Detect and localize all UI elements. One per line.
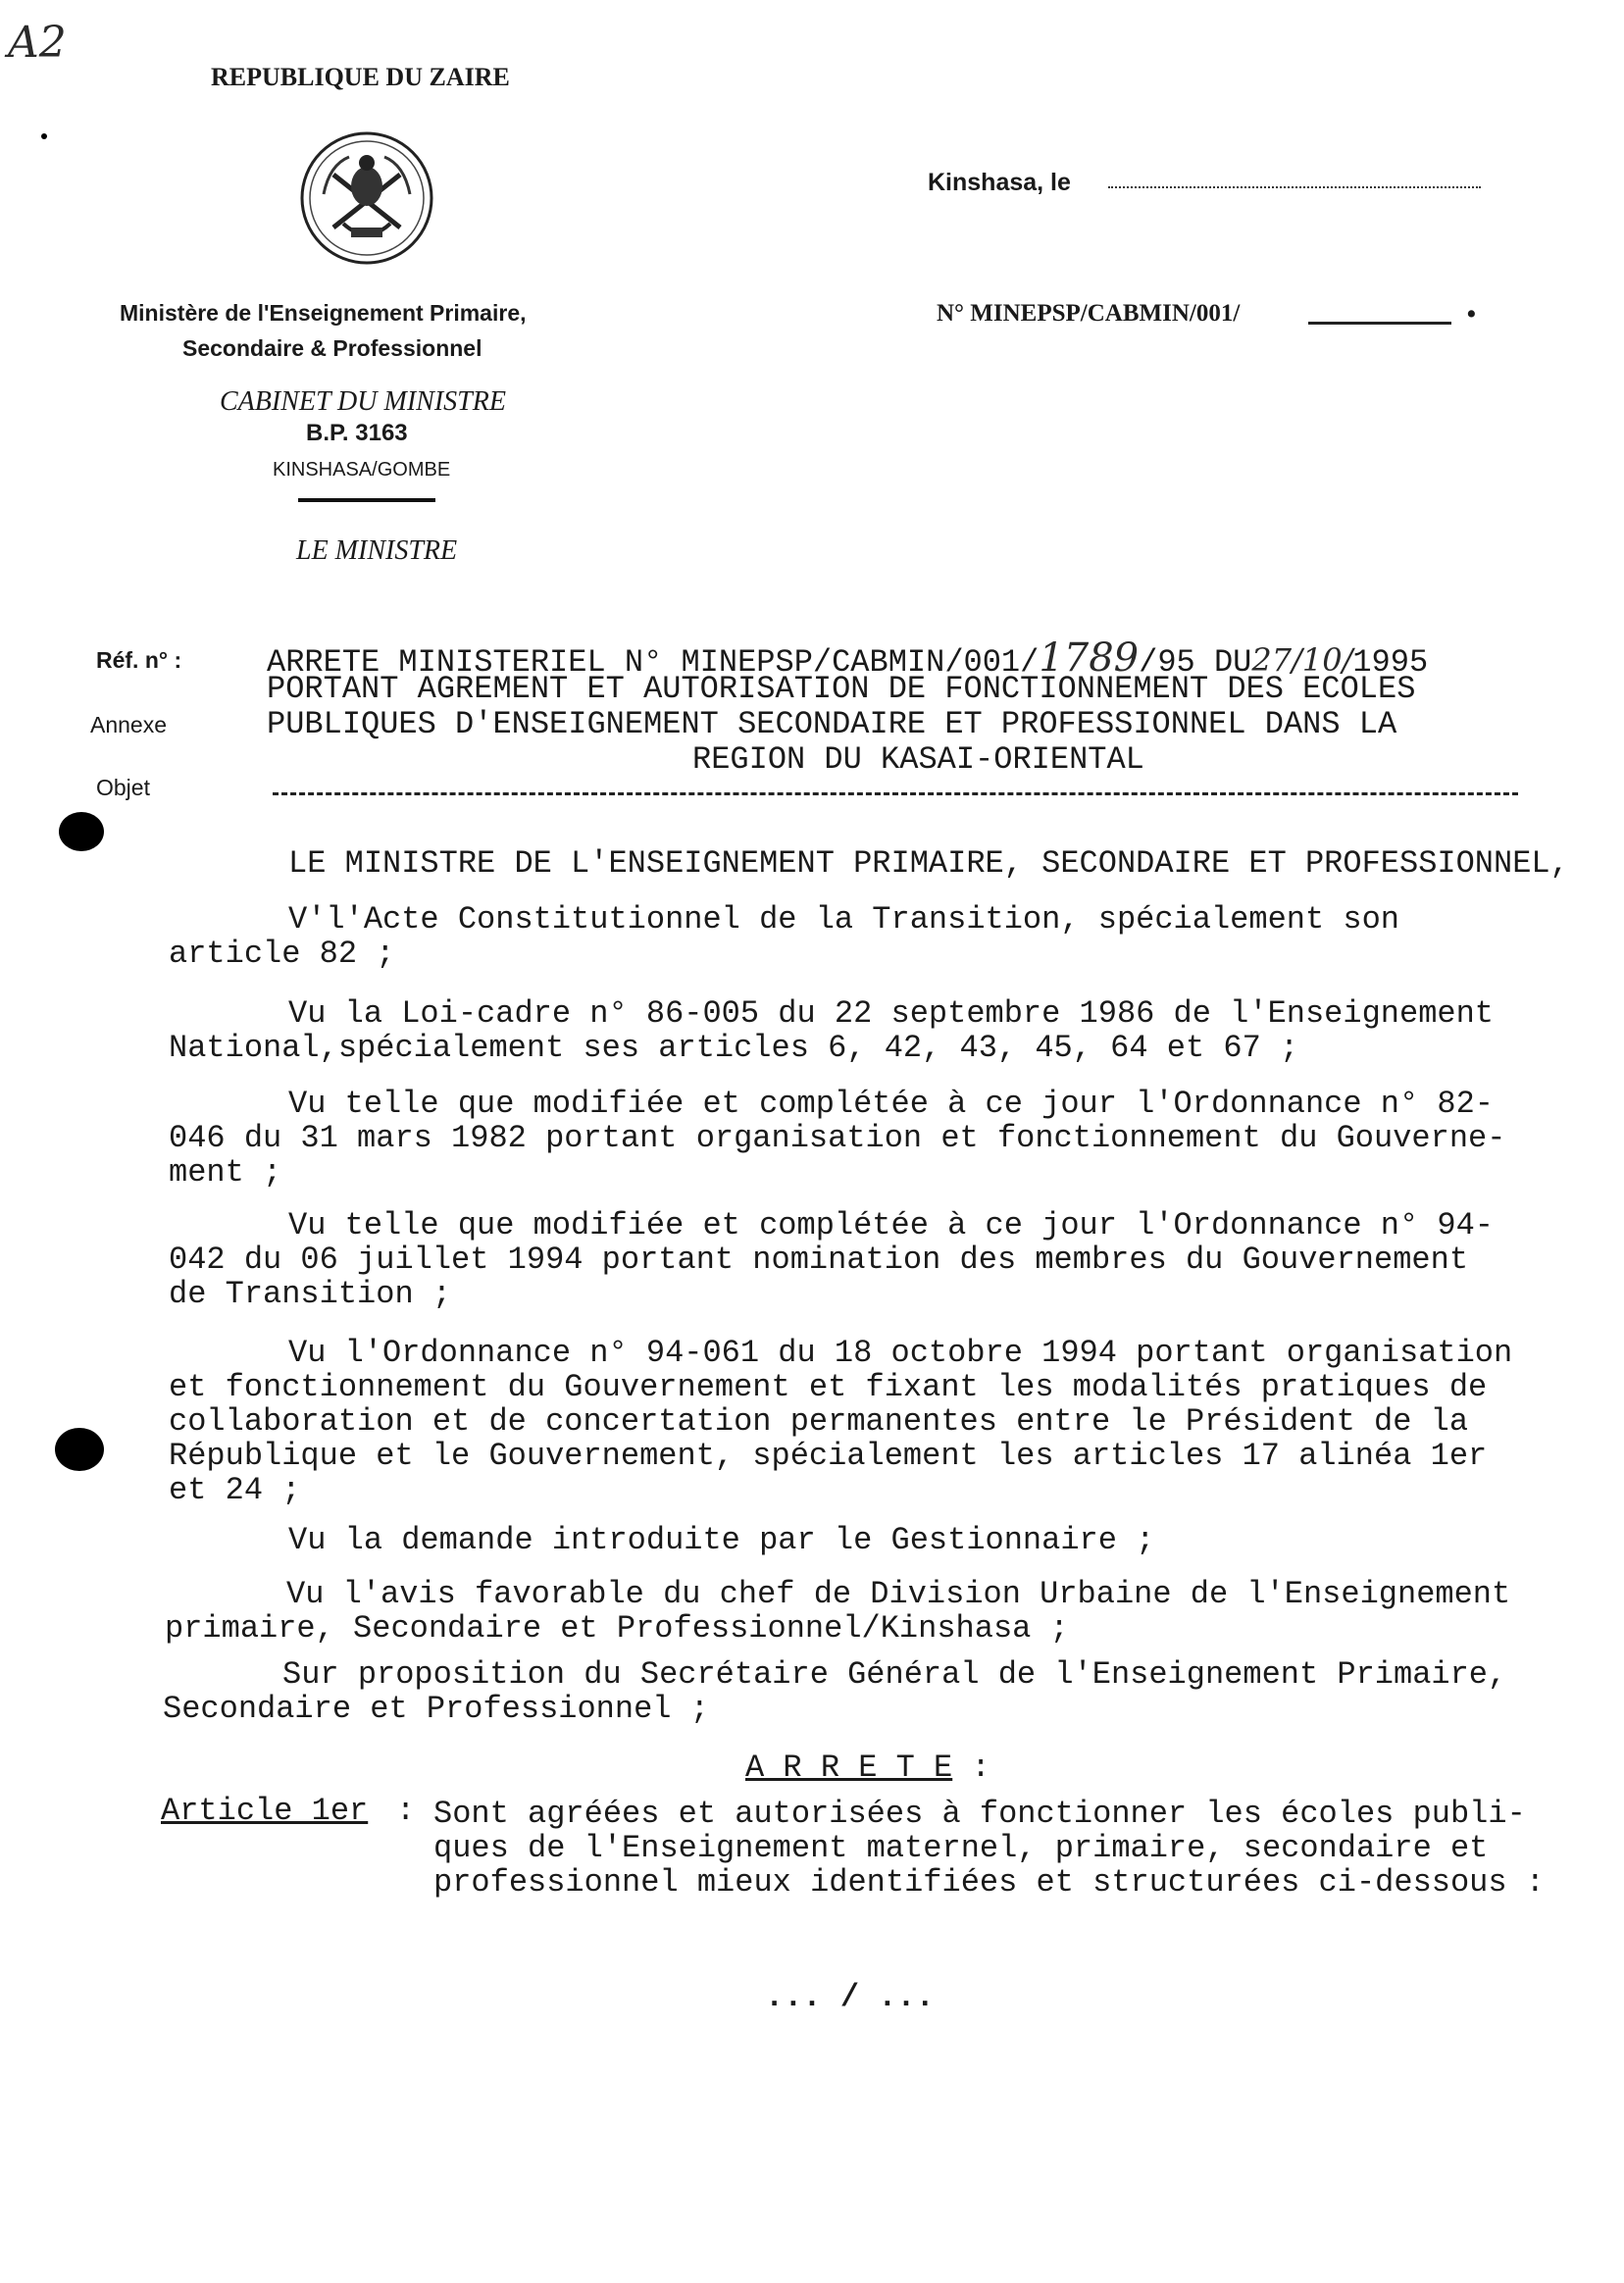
decree-title-line2: PORTANT AGREMENT ET AUTORISATION DE FONCTIONNEMENT DES ECOLES [267, 671, 1416, 707]
minister-heading: LE MINISTRE DE L'ENSEIGNEMENT PRIMAIRE, SECONDAIRE ET PROFESSIONNEL, [288, 845, 1569, 882]
continuation-mark: ... / ... [765, 1979, 935, 2015]
paragraph-loi-cadre: Vu la Loi-cadre n° 86-005 du 22 septembre 1986 de l'Enseignement National,spécialement ses articles 6, 42, 43, 45, 64 et 67 ; [169, 995, 1494, 1066]
paragraph-constitution: V'l'Acte Constitutionnel de la Transition, spécialement son article 82 ; [169, 901, 1399, 972]
decree-title-line4: REGION DU KASAI-ORIENTAL [692, 741, 1144, 778]
ministry-line2: Secondaire & Professionnel [182, 335, 482, 361]
paragraph-ordonnance-82-046: Vu telle que modifiée et complétée à ce jour l'Ordonnance n° 82- 046 du 31 mars 1982 portant organisation et fonctionnement du Gouverne- ment ; [169, 1086, 1506, 1191]
arrete-heading: A R R E T E : [745, 1750, 990, 1786]
republic-heading: REPUBLIQUE DU ZAIRE [211, 63, 510, 91]
ministry-line1: Ministère de l'Enseignement Primaire, [120, 300, 527, 326]
handwritten-decree-date: 27/10/ [1251, 641, 1353, 679]
article-1-colon: : [396, 1793, 416, 1829]
paragraph-ordonnance-94-061: Vu l'Ordonnance n° 94-061 du 18 octobre 1994 portant organisation et fonctionnement du Gouvernement et fixant les modalités pratiques de collaboration et de concertation permanentes entre le Président de la République et le Gouvernement, spécialement les articles 17 alinéa 1er et 24 ; [169, 1335, 1513, 1508]
handwritten-decree-number: 1789 [1039, 635, 1140, 681]
cabinet-label: CABINET DU MINISTRE [220, 386, 506, 417]
decree-title-line3: PUBLIQUES D'ENSEIGNEMENT SECONDAIRE ET PROFESSIONNEL DANS LA [267, 706, 1397, 742]
title-dashed-rule [273, 792, 1518, 795]
number-blank-end: • [1467, 300, 1476, 328]
paragraph-ordonnance-94-042: Vu telle que modifiée et complétée à ce jour l'Ordonnance n° 94- 042 du 06 juillet 1994 portant nomination des membres du Gouvernement de Transition ; [169, 1207, 1494, 1312]
le-ministre-label: LE MINISTRE [296, 535, 458, 566]
ref-label: Réf. n° : [96, 647, 182, 673]
header-rule [298, 498, 435, 502]
paragraph-proposition: Sur proposition du Secrétaire Général de l'Enseignement Primaire, Secondaire et Professionnel ; [163, 1656, 1507, 1727]
paragraph-avis-favorable: Vu l'avis favorable du chef de Division Urbaine de l'Enseignement primaire, Secondaire et Professionnel/Kinshasa ; [165, 1576, 1511, 1647]
number-blank-line [1308, 322, 1451, 325]
po-box: B.P. 3163 [306, 420, 408, 446]
objet-label: Objet [96, 775, 150, 800]
annexe-label: Annexe [90, 712, 168, 737]
paragraph-demande: Vu la demande introduite par le Gestionnaire ; [288, 1522, 1155, 1558]
reference-number-label: N° MINEPSP/CABMIN/001/ [937, 300, 1241, 327]
coat-of-arms-icon [294, 126, 439, 271]
decree-title-line1: ARRETE MINISTERIEL N° MINEPSP/CABMIN/001/1789/95 DU27/10/1995 [267, 635, 1429, 681]
city-label: KINSHASA/GOMBE [273, 459, 451, 481]
article-1-text: Sont agréées et autorisées à fonctionner les écoles publi- ques de l'Enseignement maternel, primaire, secondaire et professionnel mieux identifiées et structurées ci-dessous : [433, 1796, 1545, 1901]
place-date-label: Kinshasa, le [928, 169, 1071, 196]
punch-hole-top [59, 812, 104, 851]
date-blank-line [1108, 186, 1481, 188]
article-1-label: Article 1er [161, 1793, 369, 1829]
ink-speck [41, 133, 47, 139]
margin-note: A2 [8, 18, 67, 68]
punch-hole-bottom [55, 1428, 104, 1471]
